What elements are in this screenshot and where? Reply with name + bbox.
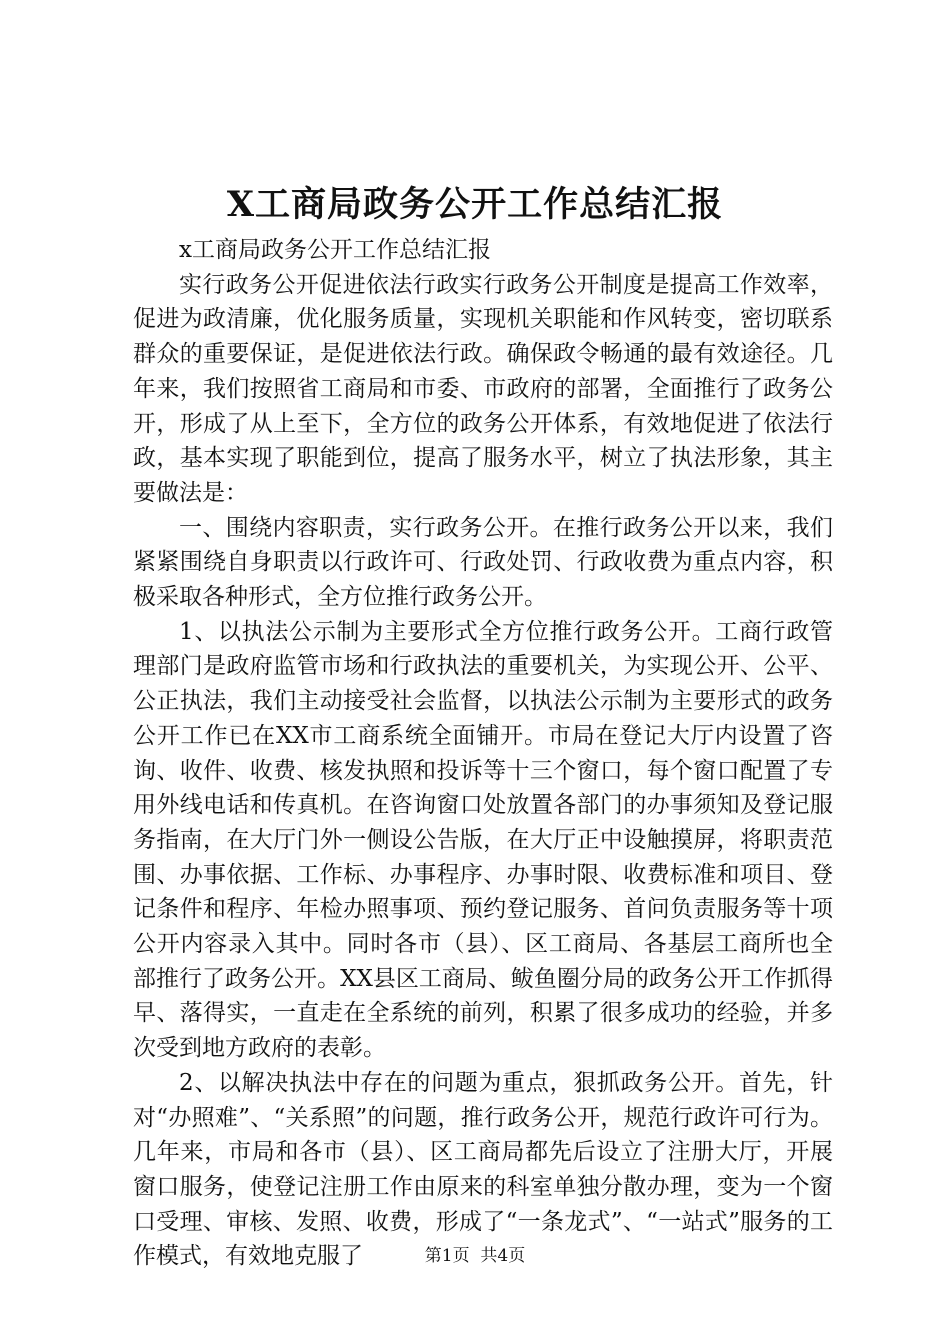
paragraph-section-1: 一、围绕内容职责，实行政务公开。在推行政务公开以来，我们紧紧围绕自身职责以行政许可、行政处罚、行政收费为重点内容，积极采取各种形式，全方位推行政务公开。 <box>133 514 833 611</box>
footer-separator <box>470 1246 481 1266</box>
document-body <box>133 233 833 1274</box>
document-title: X工商局政务公开工作总结汇报 <box>226 184 724 225</box>
paragraph-intro: 实行政务公开促进依法行政实行政务公开制度是提高工作效率，促进为政清廉，优化服务质量，实现机关职能和作风转变，密切联系群众的重要保证，是促进依法行政。确保政令畅通的最有效途径。几年来，我们按照省工商局和市委、市政府的部署，全面推行了政务公开，形成了从上至下，全方位的政务公开体系，有效地促进了依法行政，基本实现了职能到位，提高了服务水平，树立了执法形象，其主要做法是： <box>133 271 833 506</box>
paragraph-item-1: 1、以执法公示制为主要形式全方位推行政务公开。工商行政管理部门是政府监管市场和行政执法的重要机关，为实现公开、公平、公正执法，我们主动接受社会监督，以执法公示制为主要形式的政务公开工作已在XX市工商系统全面铺开。市局在登记大厅内设置了咨询、收件、收费、核发执照和投诉等十三个窗口，每个窗口配置了专用外线电话和传真机。在咨询窗口处放置各部门的办事须知及登记服务指南，在大厅门外一侧设公告版，在大厅正中设触摸屏，将职责范围、办事依据、工作标、办事程序、办事时限、收费标准和项目、登记条件和程序、年检办照事项、预约登记服务、首问负责服务等十项公开内容录入其中。同时各市（县）、区工商局、各基层工商所也全部推行了政务公开。XX县区工商局、鲅鱼圈分局的政务公开工作抓得早、落得实，一直走在全系统的前列，积累了很多成功的经验，并多次受到地方政府的表彰。 <box>133 618 833 1062</box>
paragraph-subtitle: x工商局政务公开工作总结汇报 <box>179 237 491 263</box>
page-footer <box>0 1244 950 1268</box>
page-number-total: 共4页 <box>480 1246 526 1266</box>
page-number-current: 第1页 <box>424 1246 470 1266</box>
paragraph-item-2: 2、以解决执法中存在的问题为重点，狠抓政务公开。首先，针对“办照难”、“关系照”的问题，推行政务公开，规范行政许可行为。几年来，市局和各市（县）、区工商局都先后设立了注册大厅，开展窗口服务，使登记注册工作由原来的科室单独分散办理，变为一个窗口受理、审核、发照、收费，形成了“一条龙式”、“一站式”服务的工作模式，有效地克服了 <box>133 1069 833 1270</box>
